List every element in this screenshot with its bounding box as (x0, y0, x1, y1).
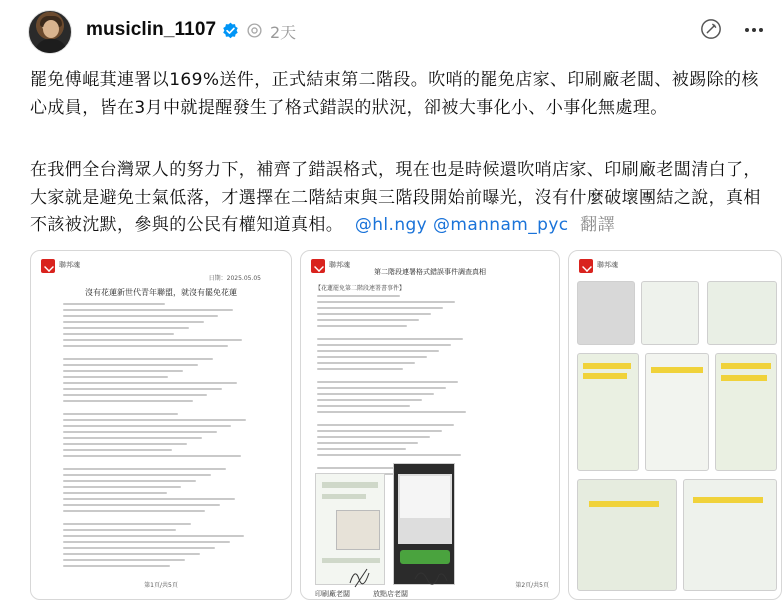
doc-text-line (63, 382, 237, 384)
doc-date: 日期：2025.05.05 (208, 275, 261, 282)
doc-brand: 聯邦魂 (59, 261, 80, 269)
doc-text-line (63, 370, 183, 372)
doc-text-line (317, 325, 407, 327)
doc-text-line (317, 430, 442, 432)
doc-text-line (63, 419, 246, 421)
doc-text-line (317, 319, 419, 321)
doc-text-line (317, 411, 466, 413)
doc-text-line (317, 448, 406, 450)
doc-text-line (63, 321, 204, 323)
doc-text-line (317, 399, 422, 401)
highlight-mark (583, 373, 627, 379)
doc-text-line (317, 368, 403, 370)
image-caption: 印刷廠老闆 (315, 590, 350, 598)
doc-text-line (63, 474, 211, 476)
doc-text-line (63, 437, 202, 439)
doc-text-line (63, 394, 207, 396)
doc-text-line (63, 309, 233, 311)
doc-text-line (317, 356, 427, 358)
avatar-body (35, 39, 67, 54)
signature (347, 563, 375, 591)
doc-text-line (63, 327, 189, 329)
doc-text-line (63, 529, 176, 531)
doc-text-line (317, 393, 434, 395)
post-paragraph-text: 在我們全台灣眾人的努力下，補齊了錯誤格式，現在也是時候還吹哨店家、印刷廠老闆清白了，大家就是避免士氣低落，才選擇在二階結束與三階段開始前曝光，沒有什麼破壞團結之說，真相不該被沈默，參與的公民有權知道真相。 (30, 160, 761, 235)
chat-screenshot-cell (641, 281, 699, 345)
doc-text-line (63, 345, 228, 347)
doc-footer: 第2頁/共5頁 (515, 582, 549, 589)
post-image[interactable] (300, 250, 560, 600)
doc-text-line (63, 559, 185, 561)
doc-text-line (63, 541, 230, 543)
doc-text-line (317, 301, 455, 303)
doc-text-line (63, 492, 167, 494)
doc-text-line (317, 442, 418, 444)
doc-text-line (317, 424, 454, 426)
post-image[interactable] (568, 250, 782, 600)
doc-subtitle: 【花蓮罷免第二階段連署書事件】 (315, 285, 406, 292)
doc-text-line (63, 431, 217, 433)
more-icon[interactable] (744, 27, 764, 33)
compose-icon[interactable] (700, 18, 722, 40)
doc-text-line (63, 376, 168, 378)
chat-screenshot-cell (707, 281, 777, 345)
doc-text-line (63, 339, 242, 341)
username[interactable]: musiclin_1107 (86, 19, 217, 40)
signature (413, 565, 449, 589)
doc-text-line (317, 362, 415, 364)
image-caption: 放點店老闆 (373, 590, 408, 598)
brand-logo-icon (579, 259, 593, 273)
avatar[interactable] (28, 10, 72, 54)
post-image[interactable] (30, 250, 292, 600)
post-paragraph (30, 157, 765, 240)
brand-logo-icon (41, 259, 55, 273)
highlight-mark (721, 363, 771, 369)
doc-text-line (63, 333, 174, 335)
doc-text-line (63, 535, 244, 537)
doc-text-line (63, 480, 196, 482)
doc-text-line (63, 364, 198, 366)
doc-text-line (317, 381, 458, 383)
doc-text-line (317, 295, 400, 297)
highlight-mark (651, 367, 703, 373)
doc-text-line (63, 315, 218, 317)
avatar-face (43, 20, 59, 38)
doc-text-line (63, 504, 220, 506)
doc-title: 第二階段連署格式錯誤事件調查真相 (374, 268, 486, 276)
doc-text-line (63, 565, 170, 567)
doc-text-line (63, 468, 226, 470)
mention-link[interactable]: @mannam_pyc (432, 215, 569, 235)
chat-screenshot-cell (715, 353, 777, 471)
doc-text-line (63, 425, 231, 427)
doc-text-line (63, 486, 181, 488)
doc-text-line (317, 454, 461, 456)
doc-footer: 第1頁/共5頁 (144, 582, 178, 589)
doc-text-line (63, 510, 205, 512)
doc-text-line (63, 523, 191, 525)
doc-text-line (63, 553, 200, 555)
translate-button[interactable]: 翻譯 (580, 215, 615, 235)
chat-screenshot-cell (577, 281, 635, 345)
doc-text-line (63, 498, 235, 500)
doc-text-line (317, 344, 451, 346)
chat-screenshot-cell (577, 479, 677, 591)
doc-text-line (63, 455, 241, 457)
doc-text-line (317, 350, 439, 352)
doc-title: 沒有花蓮新世代青年聯盟，就沒有罷免花蓮 (85, 288, 237, 297)
post-time: 2天 (270, 23, 297, 42)
chat-screenshot-cell (577, 353, 639, 471)
doc-brand: 聯邦魂 (597, 261, 618, 269)
chat-screenshot-cell (683, 479, 777, 591)
highlight-mark (589, 501, 659, 507)
mention-link[interactable]: @hl.ngy (354, 215, 428, 235)
doc-text-line (63, 400, 193, 402)
highlight-mark (583, 363, 631, 369)
doc-text-line (63, 388, 222, 390)
highlight-mark (721, 375, 767, 381)
doc-text-line (63, 358, 213, 360)
post-paragraph: 罷免傅崐萁連署以169%送件，正式結束第二階段。吹哨的罷免店家、印刷廠老闆、被踢除的核心成員，皆在3月中就提醒發生了格式錯誤的狀況，卻被大事化小、小事化無處理。 (30, 70, 759, 118)
doc-text-line (317, 405, 410, 407)
doc-text-line (63, 449, 172, 451)
doc-text-line (317, 338, 463, 340)
threads-icon (246, 22, 263, 39)
doc-text-line (317, 387, 446, 389)
doc-text-line (63, 413, 178, 415)
doc-text-line (317, 307, 443, 309)
verified-badge-icon (222, 22, 239, 39)
doc-brand: 聯邦魂 (329, 261, 350, 269)
doc-text-line (63, 547, 215, 549)
doc-text-line (317, 436, 430, 438)
doc-text-line (63, 303, 165, 305)
highlight-mark (693, 497, 763, 503)
doc-text-line (317, 313, 431, 315)
doc-text-line (63, 443, 187, 445)
